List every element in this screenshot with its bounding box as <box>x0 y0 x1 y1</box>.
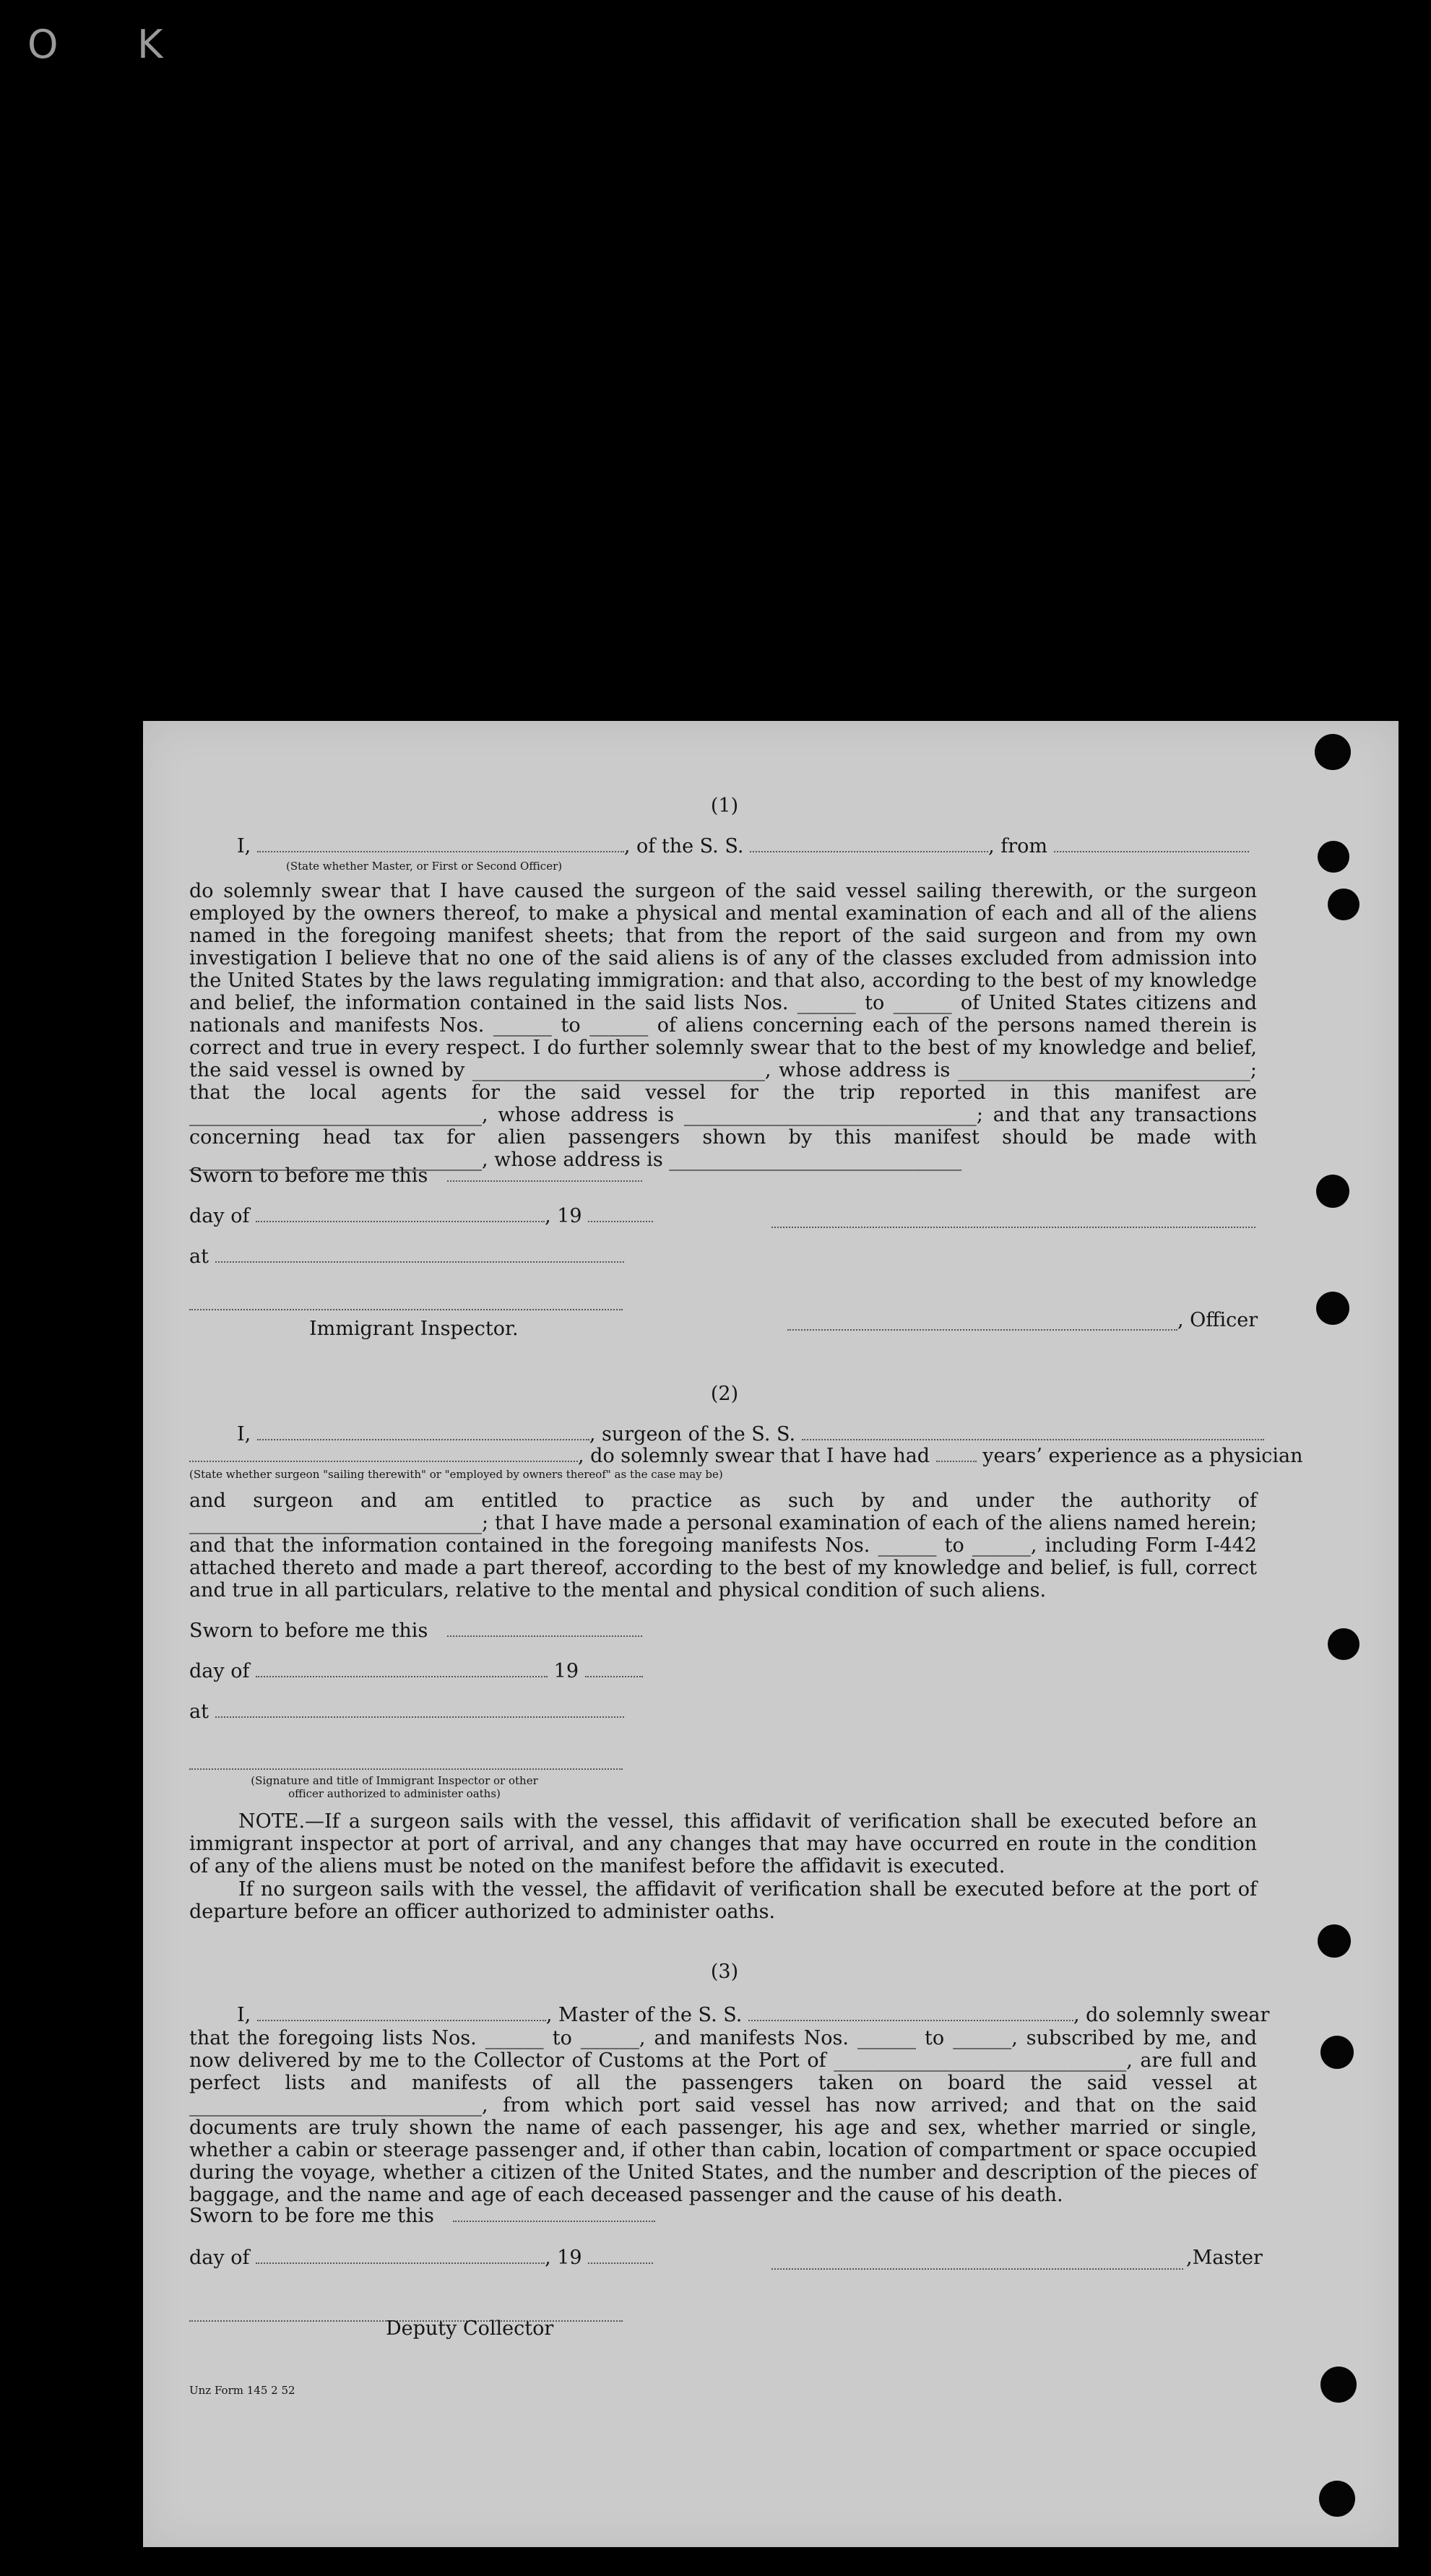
signature-caption-line-2: officer authorized to administer oaths) <box>288 1787 501 1800</box>
year-blank <box>585 1663 643 1677</box>
label-i: I, <box>237 2004 251 2026</box>
at-blank <box>215 1248 624 1263</box>
note-paragraph: NOTE.—If a surgeon sails with the vessel, this affidavit of verification shall be executed before an immigrant inspector at port of arrival, and any changes that may have occurred en route in the condition of any of the aliens must be noted on the manifest before the affidavit is executed. <box>189 1810 1257 1877</box>
section-2-number: (2) <box>710 1383 739 1405</box>
punch-hole-icon <box>1319 2481 1355 2517</box>
officer-caption: (State whether Master, or First or Second Officer) <box>286 860 563 873</box>
label-at: at <box>189 1700 209 1723</box>
day-blank <box>256 1663 548 1677</box>
sworn-line-1 <box>189 1164 642 1187</box>
officer-signature-blank <box>771 1214 1255 1228</box>
label-day-of: day of <box>189 2247 250 2269</box>
manifest-affidavit-sheet <box>143 721 1398 2547</box>
master-name-blank <box>257 2007 546 2021</box>
surgeon-name-blank <box>257 1426 589 1440</box>
collector-label: Deputy Collector <box>386 2317 554 2340</box>
officer-name-blank <box>787 1316 1177 1331</box>
sworn-blank <box>453 2208 655 2222</box>
section-1-body: do solemnly swear that I have caused the surgeon of the said vessel sailing therewith, or the surgeon employed by the owners thereof, to make a physical and mental examination of each and all of the aliens named in the foregoing manifest sheets; that from the report of the said surgeon and from my own investigation I believe that no one of the said aliens is of any of the classes excluded from admission into the United States by the laws regulating immigration: and that also, according to the best of my knowledge and belief, the information contained in the said lists Nos. ______ to ______ of United States citizens and nationals and manifests Nos. ______ to ______ of aliens concerning each of the persons named therein is correct and true in every respect. I do further solemnly swear that to the best of my knowledge and belief, the said vessel is owned by ______________________________, whose address is ______________________________; that the local agents for the said vessel for the trip reported in this manifest are ______________________________, whose address is ______________________________; and that any transactions concerning head tax for alien passengers shown by this manifest should be made with ______________________________, whose address is ______________________________ <box>189 880 1257 1171</box>
years-blank <box>936 1448 977 1462</box>
punch-hole-icon <box>1320 2367 1357 2403</box>
punch-hole-icon <box>1318 841 1349 873</box>
label-year: 19 <box>553 1660 579 1682</box>
signature-caption <box>250 1774 539 1800</box>
label-sworn: Sworn to before me this <box>189 1164 428 1187</box>
label-sworn: Sworn to before me this <box>189 1620 428 1642</box>
label-master-of: , Master of the S. S. <box>545 2004 743 2026</box>
year-blank <box>588 2249 653 2264</box>
inspector-signature-blank <box>189 1755 623 1770</box>
punch-hole-icon <box>1316 1175 1349 1208</box>
corner-mark-o: O <box>27 22 59 67</box>
day-of-line-1 <box>189 1205 653 1227</box>
master-signature-blank <box>771 2255 1183 2270</box>
officer-label: , Officer <box>1177 1309 1258 1331</box>
day-blank <box>256 1208 545 1222</box>
sailing-status-blank <box>189 1448 578 1462</box>
inspector-label: Immigrant Inspector. <box>309 1318 519 1340</box>
label-i: I, <box>237 1423 251 1445</box>
label-surgeon-of: , surgeon of the S. S. <box>589 1423 796 1445</box>
punch-hole-icon <box>1316 1292 1349 1325</box>
label-year: , 19 <box>545 2247 582 2269</box>
vessel-name-blank <box>802 1426 1264 1440</box>
label-year: , 19 <box>545 1205 582 1227</box>
at-blank <box>215 1703 624 1718</box>
section-2-swear-line <box>189 1445 1303 1467</box>
label-i: I, <box>237 835 251 857</box>
at-line-1 <box>189 1245 624 1268</box>
punch-hole-icon <box>1318 1924 1351 1958</box>
sworn-blank <box>447 1622 642 1637</box>
label-day-of: day of <box>189 1205 250 1227</box>
punch-hole-icon <box>1315 734 1351 770</box>
vessel-name-blank <box>750 838 988 852</box>
surgeon-caption: (State whether surgeon "sailing therewith" or "employed by owners thereof" as the case may be) <box>189 1468 723 1481</box>
section-1-number: (1) <box>710 795 739 817</box>
label-from: , from <box>988 835 1047 857</box>
section-3-body: that the foregoing lists Nos. ______ to ______, and manifests Nos. ______ to ______, subscribed by me, and now delivered by me to the Collector of Customs at the Port of ______________________________, are full and perfect lists and manifests of all the passengers taken on board the said vessel at ______________________________, from which port said vessel has now arrived; and that on the said documents are truly shown the name of each passenger, his age and sex, whether married or single, whether a cabin or steerage passenger and, if other than cabin, location of compartment or space occupied during the voyage, whether a citizen of the United States, and the number and description of the pieces of baggage, and the name and age of each deceased passenger and the cause of his death. <box>189 2027 1257 2206</box>
day-of-line-2 <box>189 1660 643 1682</box>
section-3-number: (3) <box>710 1961 739 1983</box>
sworn-line-2 <box>189 1620 642 1642</box>
section-1-oath-line <box>237 835 1249 857</box>
note-paragraph-2: If no surgeon sails with the vessel, the affidavit of verification shall be executed before at the port of departure before an officer authorized to administer oaths. <box>189 1878 1257 1923</box>
punch-hole-icon <box>1328 1628 1359 1660</box>
signature-caption-line-1: (Signature and title of Immigrant Inspector or other <box>251 1774 538 1787</box>
day-of-line-3 <box>189 2247 653 2269</box>
label-of-ss: , of the S. S. <box>623 835 744 857</box>
label-years-exp: years’ experience as a physician <box>982 1445 1303 1467</box>
master-label: ,Master <box>1186 2247 1263 2269</box>
port-from-blank <box>1054 838 1249 852</box>
form-number: Unz Form 145 2 52 <box>189 2384 295 2397</box>
label-at: at <box>189 1245 209 1268</box>
label-swear: , do solemnly swear <box>1073 2004 1270 2026</box>
officer-name-blank <box>257 838 624 852</box>
corner-mark-k: K <box>137 22 163 67</box>
label-swear: , do solemnly swear that I have had <box>578 1445 930 1467</box>
section-2-body: and surgeon and am entitled to practice as such by and under the authority of ______________________________; that I have made a personal examination of each of the aliens named herein; and that the information contained in the foregoing manifests Nos. ______ to ______, including Form I-442 attached thereto and made a part thereof, according to the best of my knowledge and belief, is full, correct and true in all particulars, relative to the mental and physical condition of such aliens. <box>189 1490 1257 1602</box>
punch-hole-icon <box>1320 2036 1354 2069</box>
label-sworn: Sworn to be fore me this <box>189 2205 434 2227</box>
section-2-oath-line <box>237 1423 1264 1445</box>
sworn-line-3 <box>189 2205 655 2227</box>
year-blank <box>588 1208 653 1222</box>
at-line-2 <box>189 1700 624 1723</box>
label-day-of: day of <box>189 1660 250 1682</box>
inspector-signature-blank <box>189 1296 623 1310</box>
sworn-blank <box>447 1167 642 1182</box>
vessel-name-blank <box>748 2007 1073 2021</box>
punch-hole-icon <box>1328 889 1359 920</box>
day-blank <box>256 2249 545 2264</box>
section-3-oath-line <box>237 2004 1269 2026</box>
